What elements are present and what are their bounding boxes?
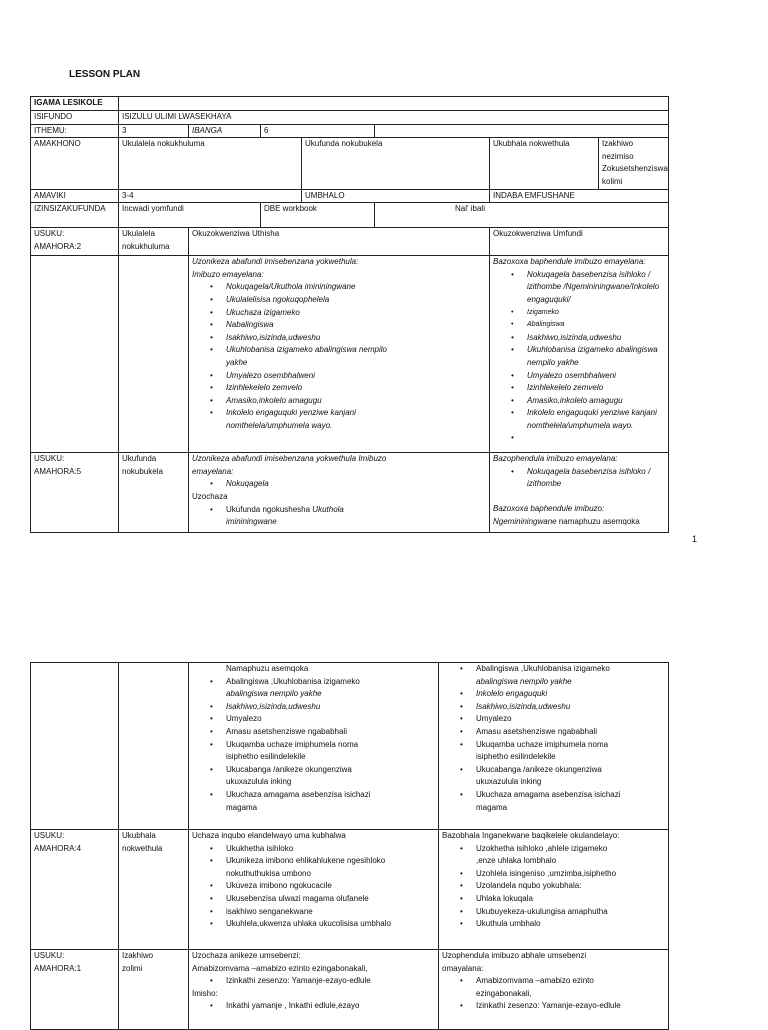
teacher-activity-writing: Uchaza inqubo elandelwayo uma kubhalwa • Ukukhetha isihloko • Ukunikeza imibono ehlikahlukene ngesihloko nokuthuthukisa umbono • Ukuveza imibono ngokucacile • Ukusebenzisa ulwazi magama olufanele • isakhiwo senganekwane • Ukuhlela,ukwenza uhlaka ukucolisisa umbhalo — [189, 830, 439, 950]
skill-language: Izakhiwo nezimiso Zokusetshenziswa kolimi — [599, 138, 669, 189]
list-item: • Ukusebenzisa ulwazi magama olufanele — [226, 893, 435, 906]
text-type-value: INDABA EMFUSHANE — [490, 189, 669, 203]
grade-value: 6 — [261, 124, 375, 138]
list-item: • Umyalezo osembhalweni — [226, 370, 486, 383]
list-item: • Ukubuyekeza-ukulungisa amaphutha — [476, 906, 665, 919]
list-item: • Izinhlekelelo zemvelo — [226, 382, 486, 395]
list-item: • Isakhiwo,isizinda,udweshu — [527, 332, 665, 345]
lesson-plan-table-page2 — [30, 662, 669, 1030]
list-item: • Izinkathi zesenzo: Yamanje-ezayo-edlule — [476, 1000, 665, 1013]
list-item: • Uzokhetha isihloko ,ahlele izigameko ,enze uhlaka lombhalo — [476, 843, 665, 868]
list-item: • Umyalezo — [476, 713, 665, 726]
weeks-label: AMAVIKI — [31, 189, 119, 203]
list-item: • Amasu asetshenziswe ngababhali — [226, 726, 435, 739]
list-item: • Ukufunda ngokushesha Ukuthola imininingwane — [226, 504, 486, 529]
list-item: • Amasiko,inkolelo amagugu — [527, 395, 665, 408]
list-item: • Nokuqagela/Ukuthola imininingwane — [226, 281, 486, 294]
list-item: • Ukuveza imibono ngokucacile — [226, 880, 435, 893]
list-item: • Amasu asetshenziswe ngababhali — [476, 726, 665, 739]
day-hours-cell: USUKU: AMAHORA:1 — [31, 950, 119, 1030]
teacher-activity-listening: Uzonikeza abafundi imisebenzana yokwethula: Imibuzo emayelana: • Nokuqagela/Ukuthola imininingwane • Ukulalelisisa ngokuqophelela • Ukuchaza izigameko • Nabalingiswa • Isakhiwo,isizinda,udweshu • Ukuhlobanisa izigameko abalingiswa nempilo yakhe • Umyalezo osembhalweni • Izinhlekelelo zemvelo • Amasiko,inkolelo amagugu • Inkolelo engaguquki yenziwe kanjani nomthelela/umphumela wayo. — [189, 256, 490, 453]
list-item: • Ukuhlela,ukwenza uhlaka ukucolisisa umbhalo — [226, 918, 435, 931]
list-item: • Ukuhlobanisa izigameko abalingiswa nempilo yakhe — [226, 344, 486, 369]
lesson-plan-table-page1 — [30, 96, 669, 533]
day-hours-cell: USUKU: AMAHORA:5 — [31, 453, 119, 533]
subject-value: ISIZULU ULIMI LWASEKHAYA — [119, 111, 669, 125]
resources-label: IZINSIZAKUFUNDA — [31, 203, 119, 228]
subject-label: ISIFUNDO — [31, 111, 119, 125]
list-item: • Ukuchaza amagama asebenzisa isichazi magama — [226, 789, 435, 814]
list-item: • Isakhiwo,isizinda,udweshu — [226, 701, 435, 714]
list-item: • Ukulalelisisa ngokuqophelela — [226, 294, 486, 307]
list-item: • Inkolelo engaguquki — [476, 688, 665, 701]
skills-label: AMAKHONO — [31, 138, 119, 189]
list-item: • Umyalezo osembhalweni — [527, 370, 665, 383]
list-item: • Abalingiswa ,Ukuhlobanisa izigameko abalingiswa nempilo yakhe — [476, 663, 665, 688]
school-name-label: IGAMA LESIKOLE — [31, 97, 119, 111]
list-item: • Uzolandela nqubo yokubhala: — [476, 880, 665, 893]
document-title: LESSON PLAN — [69, 69, 141, 80]
list-item: • Inkolelo engaguquki yenziwe kanjani nomthelela/umphumela wayo. — [226, 407, 486, 432]
list-item: • Ukuchaza amagama asebenzisa isichazi magama — [476, 789, 665, 814]
learner-activity-listening: Bazoxoxa baphendule imibuzo emayelana: • Nokuqagela basebenzisa isihloko / izithombe /Ngemininingwane/Inkolelo engaguquki/ • Izigameko • Abalingiswa • Isakhiwo,isizinda,udweshu • Ukuhlobanisa izigameko abalingiswa nempilo yakhe • Umyalezo osembhalweni • Izinhlekelelo zemvelo • Amasiko,inkolelo amagugu • Inkolelo engaguquki yenziwe kanjani nomthelela/umphumela wayo. — [490, 256, 669, 453]
list-item: • Isakhiwo,isizinda,udweshu — [476, 701, 665, 714]
list-item: • Ukunikeza imibono ehlikahlukene ngesihloko nokuthuthukisa umbono — [226, 855, 435, 880]
list-item: • Isakhiwo,isizinda,udweshu — [226, 332, 486, 345]
term-label: ITHEMU: — [31, 124, 119, 138]
list-item: • Nokuqagela — [226, 478, 486, 491]
list-item: • Nokuqagela basebenzisa isihloko / izithombe — [527, 466, 665, 491]
learner-activity-reading-cont — [439, 663, 669, 830]
text-type-label: UMBHALO — [302, 189, 490, 203]
list-item: • Ukucabanga /anikeze okungenziwa ukuxazulula inking — [226, 764, 435, 789]
page-number: 1 — [692, 534, 698, 544]
teacher-activity-reading-cont: Namaphuzu asemqoka • Abalingiswa ,Ukuhlobanisa izigameko abalingiswa nempilo yakhe • Isakhiwo,isizinda,udweshu • Umyalezo • Amasu asetshenziswe ngababhali • Ukuqamba uchaze imiphumela noma isiphetho esilindelekile • Ukucabanga /anikeze okungenziwa ukuxazulula inking • Ukuchaza amagama asebenzisa isichazi magama — [189, 663, 439, 830]
list-item: • Inkathi yamanje , Inkathi edlule,ezayo — [226, 1000, 435, 1013]
teacher-activity-header: Okuzokwenziwa Uthisha — [189, 228, 490, 256]
list-item: • Amasiko,inkolelo amagugu — [226, 395, 486, 408]
learner-activity-reading: Bazophendula imibuzo emayelana: • Nokuqagela basebenzisa isihloko / izithombe Bazoxoxa baphendule imibuzo: Ngemininingwane namaphuzu asemqoka — [490, 453, 669, 533]
day-hours-cell: USUKU: AMAHORA:2 — [31, 228, 119, 256]
list-item: • Izinhlekelelo zemvelo — [527, 382, 665, 395]
list-item: • Ukuthula umbhalo — [476, 918, 665, 931]
list-item: • Izigameko — [527, 307, 665, 320]
term-value: 3 — [119, 124, 189, 138]
empty-cell — [119, 256, 189, 453]
section-skill-listening: Ukulalela nokukhuluma — [119, 228, 189, 256]
list-item: • Abalingiswa ,Ukuhlobanisa izigameko abalingiswa nempilo yakhe — [226, 676, 435, 701]
skill-listening: Ukulalela nokukhuluma — [119, 138, 302, 189]
grade-label: IBANGA — [189, 124, 261, 138]
section-skill-reading: Ukufunda nokubukela — [119, 453, 189, 533]
section-skill-language: Izakhiwo zolimi — [119, 950, 189, 1030]
list-item: • Ukucabanga /anikeze okungenziwa ukuxazulula inking — [476, 764, 665, 789]
empty-cell — [31, 663, 119, 830]
weeks-value: 3-4 — [119, 189, 302, 203]
section-skill-writing: Ukubhala nokwethula — [119, 830, 189, 950]
resource-dbe-workbook: DBE workbook — [261, 203, 375, 228]
teacher-activity-reading: Uzonikeza abafundi imisebenzana yokwethula Imibuzo emayelana: • Nokuqagela Uzochaza • Ukufunda ngokushesha Ukuthola imininingwane — [189, 453, 490, 533]
teacher-activity-language: Uzochaza anikeze umsebenzi: Amabizomvama –amabizo ezinto ezingabonakali, • Izinkathi zesenzo: Yamanje-ezayo-edlule Imisho: • Inkathi yamanje , Inkathi edlule,ezayo — [189, 950, 439, 1030]
resource-nal-ibali: Nal' ibali — [375, 203, 669, 228]
list-item: • Izinkathi zesenzo: Yamanje-ezayo-edlule — [226, 975, 435, 988]
list-item: • Umyalezo — [226, 713, 435, 726]
grade-empty — [375, 124, 669, 138]
day-hours-cell: USUKU: AMAHORA:4 — [31, 830, 119, 950]
list-item: • Abalingiswa — [527, 319, 665, 332]
skill-reading: Ukufunda nokubukela — [302, 138, 490, 189]
list-item: • Ukuqamba uchaze imiphumela noma isiphetho esilindelekile — [476, 739, 665, 764]
learner-activity-writing: Bazobhala Inganekwane baqikelele okulandelayo: • Uzokhetha isihloko ,ahlele izigameko ,enze uhlaka lombhalo • Uzohlela isingeniso ,umzimba,isiphetho • Uzolandela nqubo yokubhala: • Uhlaka lokuqala • Ukubuyekeza-ukulungisa amaphutha • Ukuthula umbhalo — [439, 830, 669, 950]
skill-writing: Ukubhala nokwethula — [490, 138, 599, 189]
learner-activity-header: Okuzokwenziwa Umfundi — [490, 228, 669, 256]
school-name-value — [119, 97, 669, 111]
resource-learner-book: Incwadi yomfundi — [119, 203, 261, 228]
list-item: • Uhlaka lokuqala — [476, 893, 665, 906]
list-item: • Ukuhlobanisa izigameko abalingiswa nempilo yakhe — [527, 344, 665, 369]
empty-cell — [31, 256, 119, 453]
list-item: • Ukukhetha isihloko — [226, 843, 435, 856]
list-item: • Ukuchaza izigameko — [226, 307, 486, 320]
list-item: • Inkolelo engaguquki yenziwe kanjani nomthelela/umphumela wayo. — [527, 407, 665, 432]
list-item: • Ukuqamba uchaze imiphumela noma isiphetho esilindelekile — [226, 739, 435, 764]
list-item: • Nabalingiswa — [226, 319, 486, 332]
list-item: • isakhiwo senganekwane — [226, 906, 435, 919]
learner-activity-language: Uzophendula imibuzo abhale umsebenzi omayalana: • Amabizomvama –amabizo ezinto ezingabonakali, • Izinkathi zesenzo: Yamanje-ezayo-edlule — [439, 950, 669, 1030]
list-item: • Amabizomvama –amabizo ezinto ezingabonakali, — [476, 975, 665, 1000]
list-item: • Uzohlela isingeniso ,umzimba,isiphetho — [476, 868, 665, 881]
list-item: • Nokuqagela basebenzisa isihloko / izithombe /Ngemininingwane/Inkolelo engaguquki/ — [527, 269, 665, 307]
empty-cell — [119, 663, 189, 830]
